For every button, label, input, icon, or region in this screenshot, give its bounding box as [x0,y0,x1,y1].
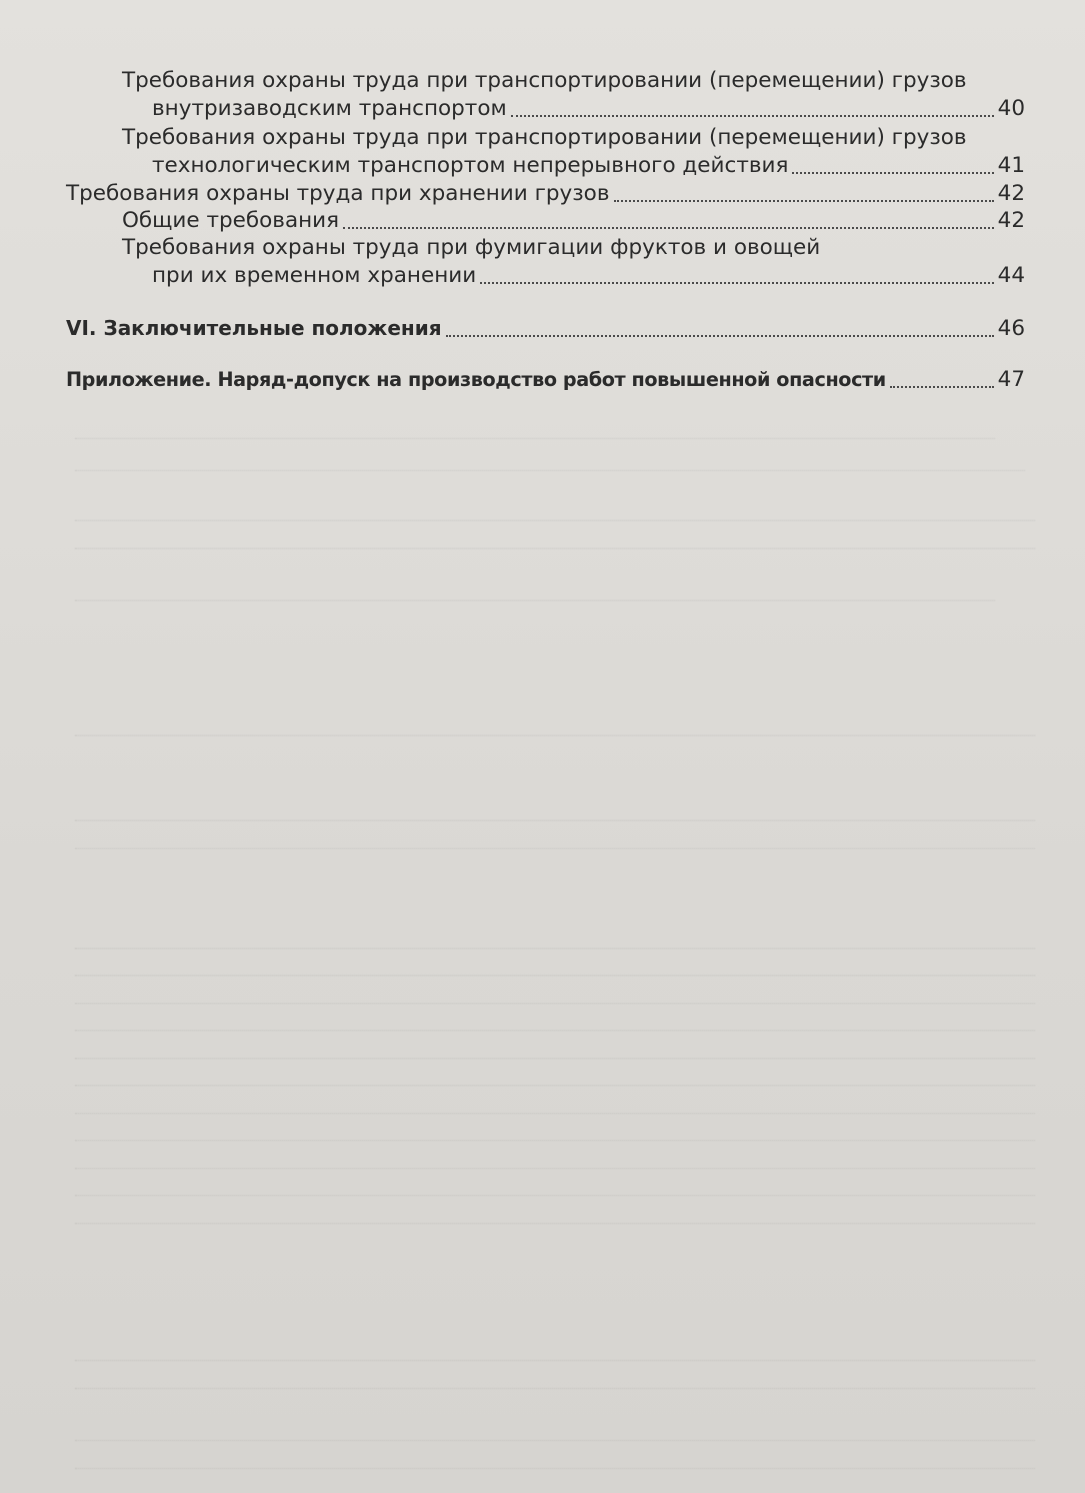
toc-item-2-line-1: Требования охраны труда при транспортировании (перемещении) грузов [122,125,967,150]
toc-item-5-line-1: Требования охраны труда при фумигации фруктов и овощей [122,235,821,260]
toc-item-1 [152,95,1025,123]
toc-item-7-title: Приложение. Наряд-допуск на производство работ повышенной опасности [66,368,886,391]
toc-leader-dots [890,386,994,388]
toc-item-2 [152,152,1025,180]
toc-item-5-line-2: при их временном хранении [152,263,477,288]
toc-item-5-page: 44 [997,263,1025,288]
toc-item-1-page: 40 [997,96,1025,121]
toc-item-2-page: 41 [997,153,1025,178]
toc-item-3-title: Требования охраны труда при хранении грузов [66,181,610,206]
toc-item-5 [152,262,1025,290]
toc-item-2-line-2: технологическим транспортом непрерывного действия [152,153,789,178]
toc-leader-dots [446,335,994,337]
toc-item-1-line-1: Требования охраны труда при транспортировании (перемещении) грузов [122,68,967,93]
toc-item-7-page: 47 [997,367,1025,392]
toc-item-4-page: 42 [997,208,1025,233]
toc-item-6-page: 46 [997,316,1025,341]
toc-item-3-page: 42 [997,181,1025,206]
toc-item-4-title: Общие требования [122,208,340,233]
toc-item-6 [66,314,1025,343]
toc-item-6-title: VI. Заключительные положения [66,316,442,340]
toc-item-3 [66,180,1025,208]
toc-leader-dots [792,172,993,174]
toc-leader-dots [343,227,994,229]
toc-item-1-line-2: внутризаводским транспортом [152,96,507,121]
toc-leader-dots [614,200,994,202]
toc-leader-dots [480,282,993,284]
toc-item-4 [122,207,1025,235]
toc-item-7 [66,366,1025,394]
toc-leader-dots [511,115,994,117]
